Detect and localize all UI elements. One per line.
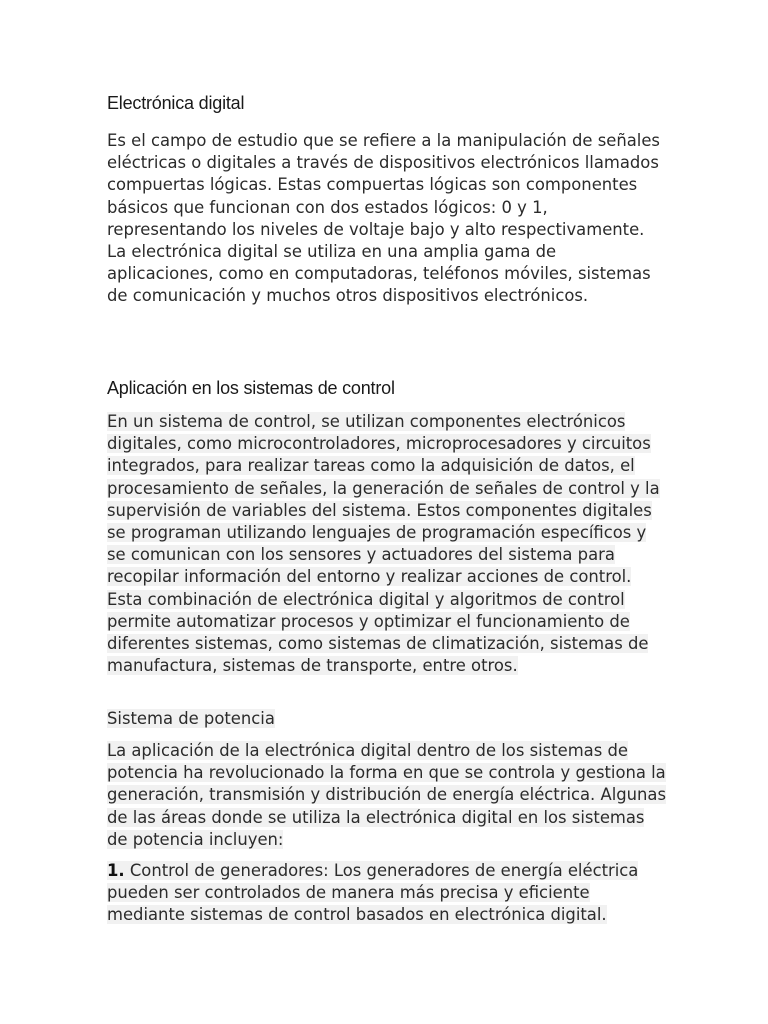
section-title-electronica-digital: Electrónica digital bbox=[107, 93, 245, 113]
section-title-aplicacion-control: Aplicación en los sistemas de control bbox=[107, 378, 395, 398]
highlighted-text bbox=[107, 861, 638, 924]
list-item bbox=[107, 860, 667, 927]
section-body-electronica-digital: Es el campo de estudio que se refiere a la manipulación de señales eléctricas o digitales a través de dispositivos electrónicos llamados compuertas lógicas. Estas compuertas lógicas son componentes básicos que funcionan con dos estados lógicos: 0 y 1, representando los niveles de voltaje bajo y alto respectivamente. La electrónica digital se utiliza en una amplia gama de aplicaciones, como en computadoras, teléfonos móviles, sistemas de comunicación y muchos otros dispositivos electrónicos. bbox=[107, 131, 660, 306]
highlighted-text: La aplicación de la electrónica digital dentro de los sistemas de potencia ha revolucionado la forma en que se controla y gestiona la generación, transmisión y distribución de energía eléctrica. Algunas de las áreas donde se utiliza la electrónica digital en los sistemas de potencia incluyen: bbox=[107, 741, 667, 849]
highlighted-text: Sistema de potencia bbox=[107, 709, 275, 728]
list-item-number: 1. bbox=[107, 861, 125, 880]
section-body-sistema-potencia bbox=[107, 740, 667, 851]
list-item-text: Control de generadores: Los generadores de energía eléctrica pueden ser controlados de manera más precisa y eficiente mediante sistemas de control basados en electrónica digital. bbox=[107, 861, 639, 925]
section-body-aplicacion-control bbox=[107, 411, 667, 677]
section-title-sistema-potencia bbox=[107, 708, 667, 730]
highlighted-text: En un sistema de control, se utilizan componentes electrónicos digitales, como microcontroladores, microprocesadores y circuitos integrados, para realizar tareas como la adquisición de datos, el procesamiento de señales, la generación de señales de control y la supervisión de variables del sistema. Estos componentes digitales se programan utilizando lenguajes de programación específicos y se comunican con los sensores y actuadores del sistema para recopilar información del entorno y realizar acciones de control. Esta combinación de electrónica digital y algoritmos de control permite automatizar procesos y optimizar el funcionamiento de diferentes sistemas, como sistemas de climatización, sistemas de manufactura, sistemas de transporte, entre otros. bbox=[107, 412, 660, 676]
